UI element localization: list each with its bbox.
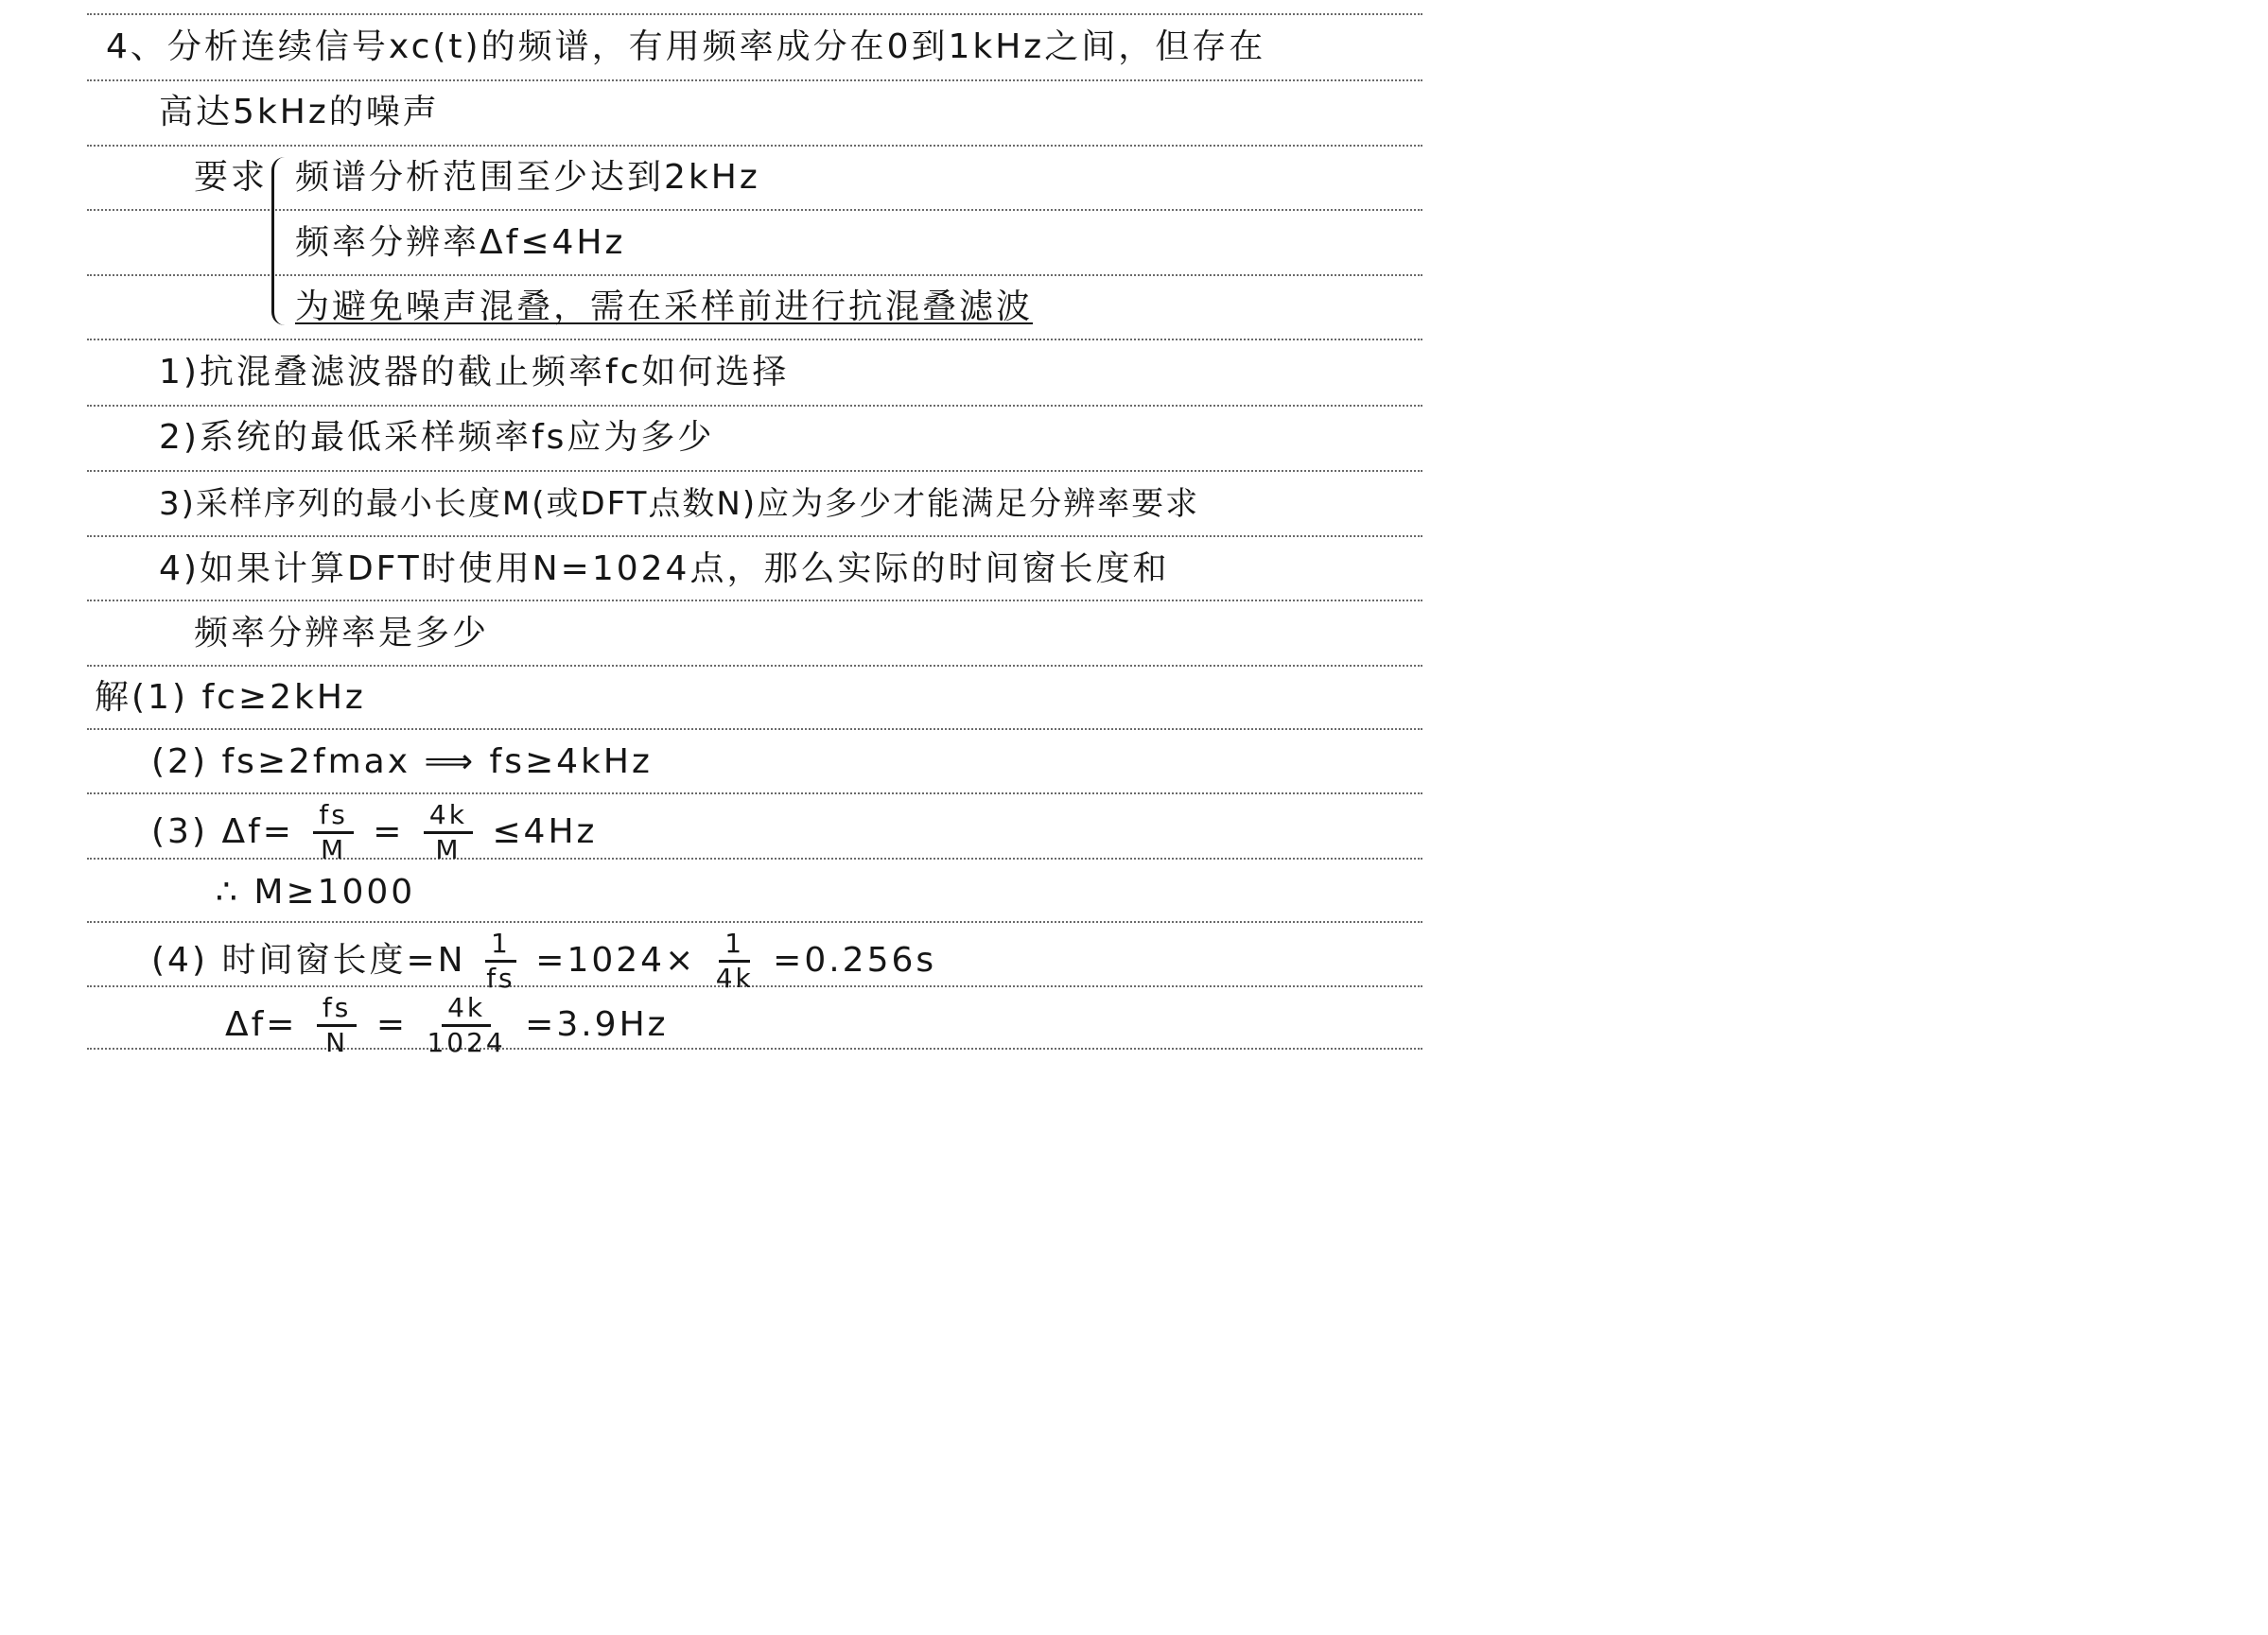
solution-5-suffix: =3.9Hz [525,1004,669,1044]
question-2: 2)系统的最低采样频率fs应为多少 [159,418,715,457]
fraction-4k-over-M [424,799,473,865]
fraction-numerator: fs [317,995,357,1027]
problem-line-1: 4、分析连续信号xc(t)的频谱，有用频率成分在0到1kHz之间，但存在 [106,27,1266,66]
ruled-line [87,470,1422,472]
solution-4 [151,928,937,994]
solution-5-prefix: Δf= [225,1004,298,1044]
question-3: 3)采样序列的最小长度M(或DFT点数N)应为多少才能满足分辨率要求 [159,485,1200,523]
ruled-line [87,792,1422,794]
solution-3b: ∴ M≥1000 [216,873,416,912]
fraction-numerator: 4k [442,995,491,1027]
question-4a: 4)如果计算DFT时使用N=1024点，那么实际的时间窗长度和 [159,549,1170,588]
question-4b: 频率分辨率是多少 [194,614,490,652]
ruled-line [87,535,1422,537]
solution-1: 解(1) fc≥2kHz [95,678,366,717]
fraction-denominator: N [325,1027,349,1058]
ruled-line [87,13,1422,15]
fraction-fs-over-N [317,992,357,1058]
fraction-numerator: 1 [719,931,750,963]
solution-5 [225,992,669,1058]
fraction-denominator: M [435,834,462,865]
solution-2: (2) fs≥2fmax ⟹ fs≥4kHz [151,742,653,781]
ruled-line [87,665,1422,667]
problem-line-2: 高达5kHz的噪声 [159,93,440,131]
ruled-line [87,79,1422,81]
fraction-denominator: M [321,834,347,865]
requirements-brace [271,157,289,325]
fraction-denominator: fs [486,963,515,994]
solution-3-suffix: ≤4Hz [492,811,598,851]
requirement-3: 为避免噪声混叠，需在采样前进行抗混叠滤波 [295,287,1034,326]
ruled-line [87,405,1422,407]
fraction-1-over-fs [485,928,516,994]
equals-sign: = [373,811,405,851]
fraction-numerator: fs [313,802,353,834]
requirement-1: 频谱分析范围至少达到2kHz [295,158,760,197]
solution-3 [151,799,598,865]
solution-3-prefix: (3) Δf= [151,811,294,851]
fraction-numerator: 4k [424,802,473,834]
ruled-line [87,600,1422,601]
ruled-line [87,921,1422,923]
fraction-4k-over-1024 [427,992,506,1058]
fraction-1-over-4k [715,928,754,994]
solution-4-prefix: (4) 时间窗长度=N [151,940,466,980]
ruled-line [87,145,1422,147]
fraction-denominator: 4k [715,963,754,994]
fraction-numerator: 1 [485,931,516,963]
equals-sign: = [375,1004,408,1044]
fraction-fs-over-M [313,799,353,865]
fraction-denominator: 1024 [427,1027,506,1058]
solution-4-mid: =1024× [535,940,697,980]
ruled-line [87,728,1422,730]
notebook-page [0,0,1476,1064]
question-1: 1)抗混叠滤波器的截止频率fc如何选择 [159,353,790,391]
requirements-label: 要求 [194,158,269,197]
requirement-2: 频率分辨率Δf≤4Hz [295,223,626,262]
solution-4-suffix: =0.256s [773,940,937,980]
ruled-line [87,339,1422,340]
